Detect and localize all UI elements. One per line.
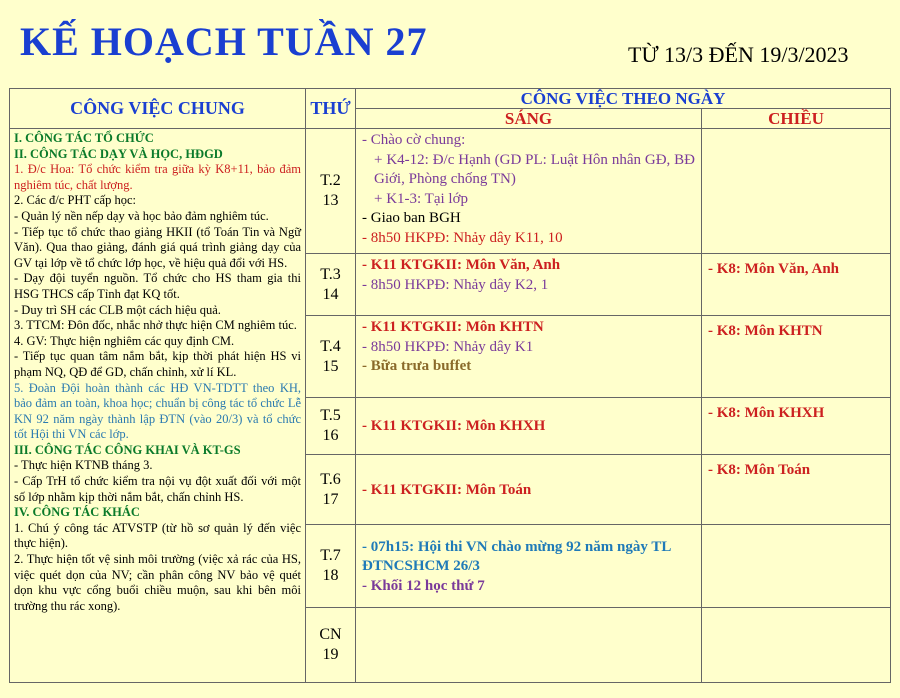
general-line: - Cấp TrH tổ chức kiểm tra nội vụ đột xuất đối với một số lớp nhằm kịp thời nắm bắt, chấn chỉnh HS.	[14, 474, 301, 504]
general-line: - Quản lý nền nếp dạy và học bảo đảm nghiêm túc.	[14, 208, 269, 223]
header-thu: THỨ	[306, 89, 356, 129]
general-line: 4. GV: Thực hiện nghiêm các quy định CM.	[14, 333, 235, 348]
schedule-item: - K8: Môn Toán	[708, 462, 811, 478]
general-line: 1. Đ/c Hoa: Tổ chức kiểm tra giữa kỳ K8+11, bảo đảm nghiêm túc, chất lượng.	[14, 162, 301, 192]
afternoon-cell	[702, 525, 891, 608]
morning-cell	[356, 254, 702, 316]
header-afternoon: CHIỀU	[702, 109, 891, 129]
schedule-item: - K11 KTGKII: Môn Toán	[362, 481, 532, 498]
day-date: 19	[322, 646, 339, 663]
general-line: - Tiếp tục tổ chức thao giảng HKII (tổ Toán Tin và Ngữ Văn). Qua thao giảng, đánh giá quá trình giảng dạy của GV tại lớp về tổ chức lớp học, về hiệu quả đổi với HS.	[14, 224, 301, 270]
day-date: 17	[322, 490, 339, 508]
day-date: 16	[322, 427, 339, 444]
header-daily-work: CÔNG VIỆC THEO NGÀY	[356, 89, 891, 109]
day-name: T.3	[320, 265, 341, 283]
morning-cell	[356, 398, 702, 455]
schedule-item: - K8: Môn KHXH	[708, 405, 825, 421]
general-line: 2. Thực hiện tốt vệ sinh môi trường (việc xả rác của HS, việc quét dọn của NV; cần phân công NV bảo vệ quét dọn khu vực cổng buổi chiều muộn, sau khi bên môi trường thu rác xong).	[14, 552, 301, 613]
general-line: 5. Đoàn Đội hoàn thành các HĐ VN-TDTT theo KH, bảo đảm an toàn, khoa học; chuẩn bị công tác tổ chức Lễ KN 92 năm ngày thành lập ĐTN (vào 20/3) và tổ chức tốt Hội thi VN các lớp.	[14, 380, 301, 442]
general-line: IV. CÔNG TÁC KHÁC	[14, 505, 140, 520]
morning-cell	[356, 608, 702, 683]
day-cell	[306, 316, 356, 398]
general-line: - Tiếp tục quan tâm nắm bắt, kịp thời phát hiện HS vi phạm NQ, QĐ để GD, chấn chỉnh, xử lí KL.	[14, 349, 301, 379]
day-date: 18	[322, 567, 339, 584]
afternoon-cell	[702, 316, 891, 398]
general-work-cell	[10, 129, 306, 683]
day-name: T.4	[320, 337, 341, 355]
schedule-item: - K11 KTGKII: Môn Văn, Anh	[362, 257, 561, 273]
afternoon-cell	[702, 608, 891, 683]
general-line: 1. Chú ý công tác ATVSTP (từ hồ sơ quản lý đến việc thực hiện).	[14, 520, 301, 551]
schedule-item: + K4-12: Đ/c Hạnh (GD PL: Luật Hôn nhân GĐ, BĐ Giới, Phòng chống TN)	[374, 151, 695, 187]
day-cell	[306, 254, 356, 316]
day-date: 13	[322, 192, 339, 209]
afternoon-cell	[702, 254, 891, 316]
schedule-item: - K11 KTGKII: Môn KHTN	[362, 319, 544, 335]
header-morning: SÁNG	[356, 109, 702, 129]
schedule-item: - 8h50 HKPĐ: Nhảy dây K11, 10	[362, 229, 563, 246]
day-date: 15	[322, 357, 339, 375]
schedule-item: - 8h50 HKPĐ: Nhảy dây K2, 1	[362, 276, 549, 293]
afternoon-cell	[702, 398, 891, 455]
day-name: T.5	[320, 407, 341, 424]
day-cell	[306, 608, 356, 683]
day-cell	[306, 455, 356, 525]
day-name: CN	[319, 626, 342, 643]
day-name: T.2	[320, 172, 341, 189]
header-general-work: CÔNG VIỆC CHUNG	[10, 89, 306, 129]
page-title: KẾ HOẠCH TUẦN 27	[20, 19, 428, 64]
afternoon-cell	[702, 455, 891, 525]
schedule-item: - 07h15: Hội thi VN chào mừng 92 năm ngày TL ĐTNCSHCM 26/3	[362, 538, 671, 575]
general-line: - Duy trì SH các CLB một cách hiệu quả.	[14, 302, 221, 317]
weekly-plan-table	[9, 88, 891, 683]
morning-cell	[356, 525, 702, 608]
schedule-item: - K8: Môn KHTN	[708, 323, 823, 339]
schedule-item: - K8: Môn Văn, Anh	[708, 261, 840, 277]
afternoon-cell	[702, 129, 891, 254]
general-line: 2. Các đ/c PHT cấp học:	[14, 193, 136, 208]
general-line: 3. TTCM: Đôn đốc, nhắc nhở thực hiện CM nghiêm túc.	[14, 318, 297, 333]
schedule-item: - K11 KTGKII: Môn KHXH	[362, 418, 546, 435]
schedule-item: - Chào cờ chung:	[362, 132, 466, 148]
general-line: III. CÔNG TÁC CÔNG KHAI VÀ KT-GS	[14, 442, 241, 457]
general-line: I. CÔNG TÁC TỔ CHỨC	[14, 131, 154, 145]
schedule-item: - Giao ban BGH	[362, 210, 461, 226]
general-line: - Dạy đội tuyển nguồn. Tổ chức cho HS tham gia thi HSG THCS cấp Tỉnh đạt KQ tốt.	[14, 271, 301, 301]
general-line: II. CÔNG TÁC DẠY VÀ HỌC, HĐGD	[14, 146, 223, 161]
morning-cell	[356, 316, 702, 398]
general-line: - Thực hiện KTNB tháng 3.	[14, 458, 153, 473]
day-cell	[306, 525, 356, 608]
schedule-item: - 8h50 HKPĐ: Nhảy dây K1	[362, 338, 534, 355]
date-range: TỪ 13/3 ĐẾN 19/3/2023	[628, 42, 849, 67]
morning-cell	[356, 455, 702, 525]
schedule-item: + K1-3: Tại lớp	[374, 190, 469, 207]
day-date: 14	[322, 285, 339, 303]
day-cell	[306, 398, 356, 455]
schedule-item: - Bữa trưa buffet	[362, 358, 472, 374]
day-name: T.7	[320, 547, 341, 564]
schedule-item: - Khối 12 học thứ 7	[362, 577, 485, 594]
morning-cell	[356, 129, 702, 254]
day-cell	[306, 129, 356, 254]
day-name: T.6	[320, 470, 341, 488]
